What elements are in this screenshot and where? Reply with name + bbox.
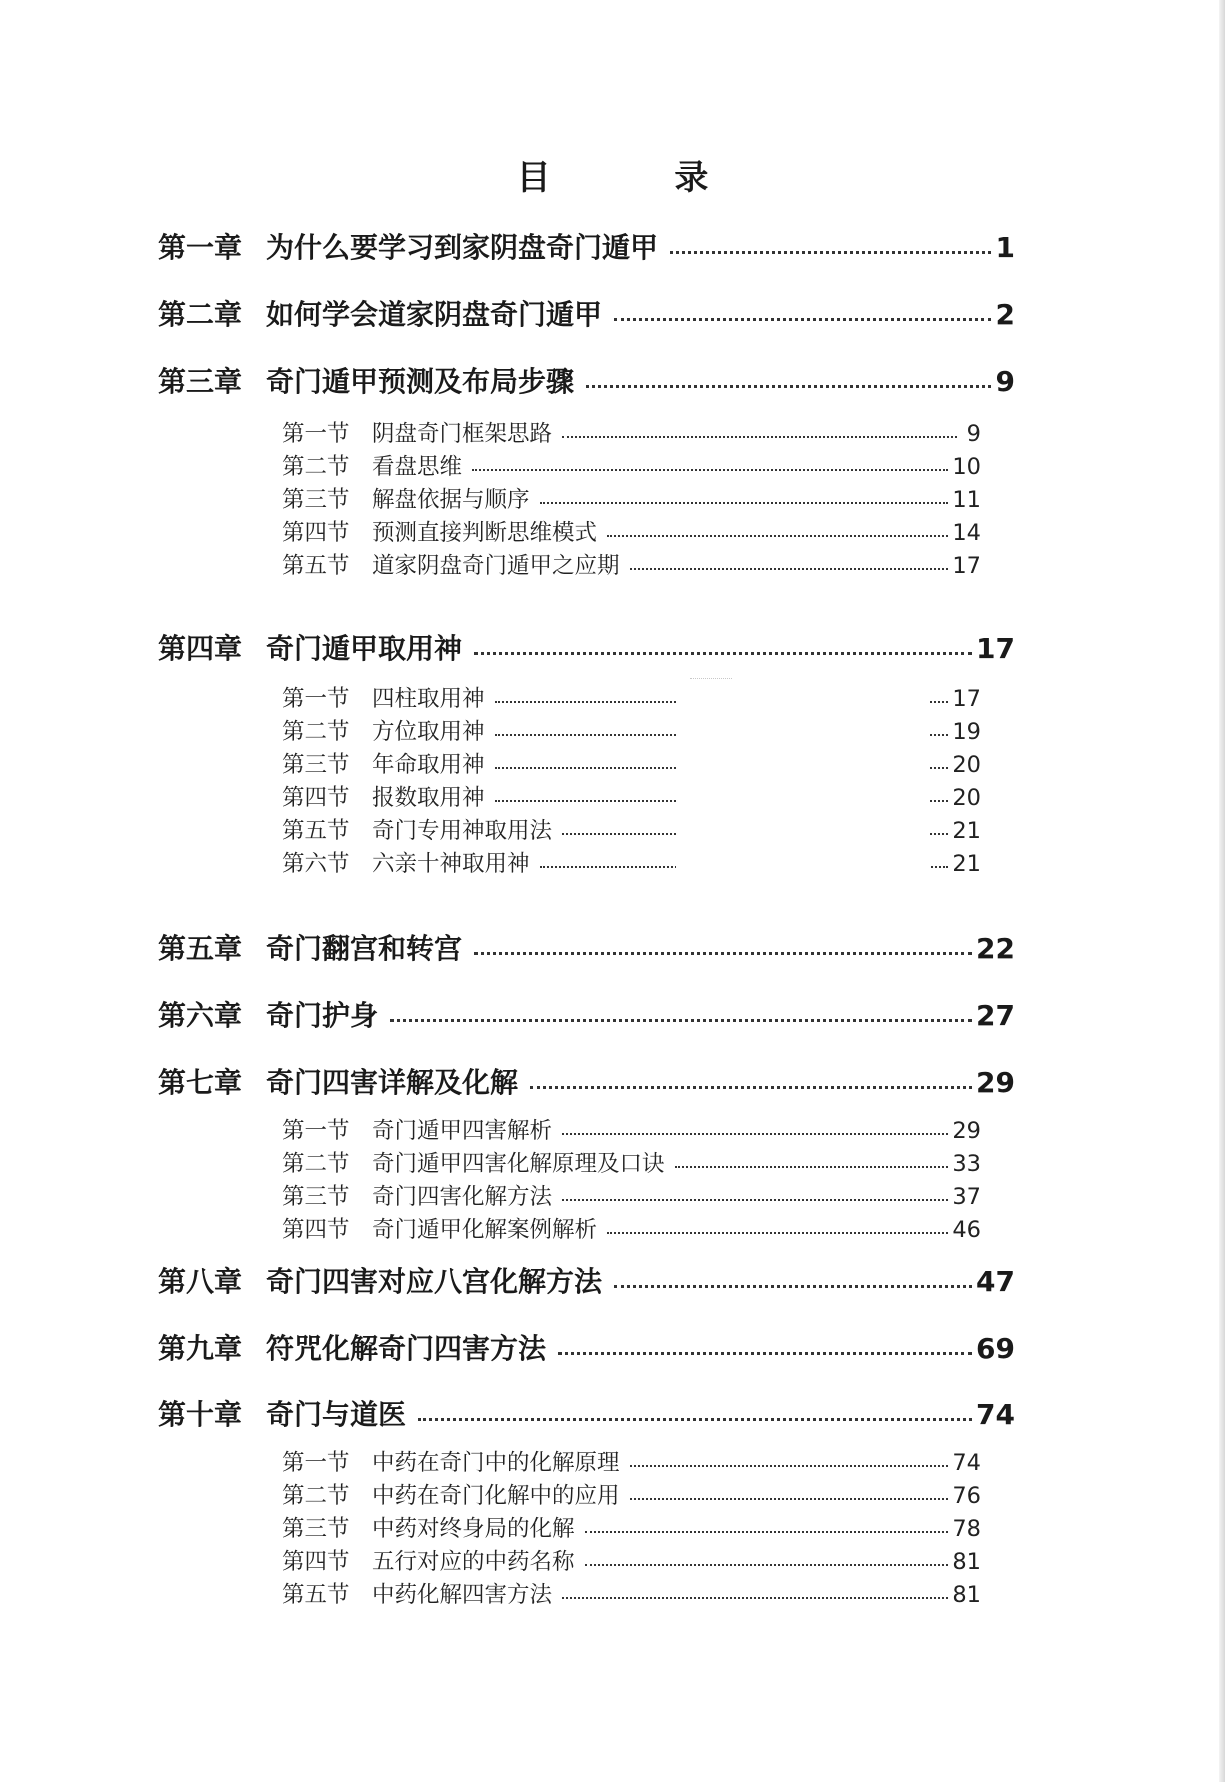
chapter-title: 如何学会道家阴盘奇门遁甲	[266, 298, 603, 331]
dot-leader	[530, 1086, 972, 1089]
section-number: 第二节	[282, 454, 350, 480]
toc-section-7-1[interactable]	[282, 1113, 981, 1143]
section-title: 奇门专用神取用法	[372, 818, 553, 844]
scan-blank-patch	[676, 668, 930, 876]
page-number: 21	[952, 818, 981, 844]
page-number: 17	[952, 686, 981, 712]
page-number: 33	[952, 1151, 981, 1177]
dot-leader	[630, 568, 949, 570]
chapter-number: 第四章	[158, 632, 243, 665]
page-number: 21	[952, 851, 981, 877]
section-title: 道家阴盘奇门遁甲之应期	[372, 553, 620, 579]
section-number: 第二节	[282, 719, 350, 745]
dot-leader	[562, 1597, 948, 1599]
page-number: 20	[952, 752, 981, 778]
toc-chapter-7[interactable]	[158, 1061, 1015, 1101]
page-number: 22	[976, 932, 1015, 965]
page-number: 69	[976, 1332, 1015, 1365]
chapter-title: 奇门护身	[266, 999, 379, 1032]
dot-leader	[614, 318, 991, 321]
dot-leader	[630, 1465, 949, 1467]
toc-section-3-5[interactable]	[282, 548, 981, 578]
section-title: 看盘思维	[372, 454, 463, 480]
chapter-title: 奇门遁甲预测及布局步骤	[266, 365, 575, 398]
section-title: 报数取用神	[372, 785, 485, 811]
chapter-number: 第五章	[158, 932, 243, 965]
page-number: 78	[952, 1516, 981, 1542]
page-number: 81	[952, 1582, 981, 1608]
page-title: 目 录	[516, 158, 765, 198]
page-number: 17	[952, 553, 981, 579]
toc-chapter-1[interactable]	[158, 226, 1015, 266]
toc-chapter-8[interactable]	[158, 1260, 1015, 1300]
chapter-number: 第三章	[158, 365, 243, 398]
toc-section-3-1[interactable]	[282, 416, 981, 446]
section-number: 第四节	[282, 520, 350, 546]
chapter-title: 奇门与道医	[266, 1398, 407, 1431]
chapter-number: 第十章	[158, 1398, 243, 1431]
section-number: 第三节	[282, 487, 350, 513]
section-number: 第一节	[282, 421, 350, 447]
chapter-number: 第七章	[158, 1066, 243, 1099]
section-title: 中药在奇门化解中的应用	[372, 1483, 620, 1509]
chapter-number: 第一章	[158, 231, 243, 264]
section-title: 五行对应的中药名称	[372, 1549, 575, 1575]
chapter-number: 第八章	[158, 1265, 243, 1298]
page-number: 11	[952, 487, 981, 513]
section-title: 奇门遁甲四害化解原理及口诀	[372, 1151, 665, 1177]
dot-leader	[670, 251, 991, 254]
chapter-title: 为什么要学习到家阴盘奇门遁甲	[266, 231, 659, 264]
dot-leader	[562, 1133, 948, 1135]
chapter-title: 奇门四害详解及化解	[266, 1066, 519, 1099]
dot-leader	[675, 1166, 949, 1168]
page-number: 27	[976, 999, 1015, 1032]
toc-chapter-3[interactable]	[158, 360, 1015, 400]
section-number: 第二节	[282, 1483, 350, 1509]
page-number: 29	[952, 1118, 981, 1144]
toc-chapter-9[interactable]	[158, 1327, 1015, 1367]
page-number: 46	[952, 1217, 981, 1243]
toc-chapter-5[interactable]	[158, 927, 1015, 967]
page-number: 19	[952, 719, 981, 745]
toc-section-3-2[interactable]	[282, 449, 981, 479]
page-number: 9	[995, 365, 1015, 398]
section-title: 预测直接判断思维模式	[372, 520, 598, 546]
section-title: 中药化解四害方法	[372, 1582, 553, 1608]
dot-leader	[586, 385, 991, 388]
page-number: 9	[966, 421, 981, 447]
section-title: 解盘依据与顺序	[372, 487, 530, 513]
section-number: 第五节	[282, 553, 350, 579]
chapter-number: 第九章	[158, 1332, 243, 1365]
toc-section-7-2[interactable]	[282, 1146, 981, 1176]
toc-section-10-3[interactable]	[282, 1511, 981, 1541]
section-number: 第三节	[282, 1184, 350, 1210]
section-title: 奇门四害化解方法	[372, 1184, 553, 1210]
section-title: 年命取用神	[372, 752, 485, 778]
dot-leader	[607, 535, 948, 537]
toc-section-7-3[interactable]	[282, 1179, 981, 1209]
page-number: 20	[952, 785, 981, 811]
page-number: 76	[952, 1483, 981, 1509]
section-number: 第二节	[282, 1151, 350, 1177]
toc-chapter-10[interactable]	[158, 1393, 1015, 1433]
chapter-title: 奇门翻宫和转宫	[266, 932, 463, 965]
section-number: 第三节	[282, 1516, 350, 1542]
page-number: 2	[995, 298, 1015, 331]
dot-leader	[390, 1019, 972, 1022]
page-number: 47	[976, 1265, 1015, 1298]
toc-section-3-4[interactable]	[282, 515, 981, 545]
page-number: 37	[952, 1184, 981, 1210]
section-number: 第一节	[282, 1450, 350, 1476]
dot-leader	[607, 1232, 948, 1234]
toc-section-10-4[interactable]	[282, 1544, 981, 1574]
section-title: 阴盘奇门框架思路	[372, 421, 553, 447]
dot-leader	[472, 469, 948, 471]
toc-section-7-4[interactable]	[282, 1212, 981, 1242]
toc-section-3-3[interactable]	[282, 482, 981, 512]
chapter-title: 奇门遁甲取用神	[266, 632, 463, 665]
page-number: 74	[976, 1398, 1015, 1431]
page-number: 17	[976, 632, 1015, 665]
toc-section-10-1[interactable]	[282, 1445, 981, 1475]
toc-chapter-2[interactable]	[158, 293, 1015, 333]
dot-leader	[585, 1531, 949, 1533]
dot-leader	[562, 436, 957, 438]
chapter-title: 奇门四害对应八宫化解方法	[266, 1265, 603, 1298]
page-number: 81	[952, 1549, 981, 1575]
section-title: 四柱取用神	[372, 686, 485, 712]
dot-leader	[614, 1285, 972, 1288]
toc-chapter-6[interactable]	[158, 994, 1015, 1034]
section-number: 第一节	[282, 1118, 350, 1144]
scan-faint-dots	[690, 672, 732, 679]
section-number: 第五节	[282, 1582, 350, 1608]
section-title: 奇门遁甲四害解析	[372, 1118, 553, 1144]
toc-section-10-5[interactable]	[282, 1577, 981, 1607]
page-number: 10	[952, 454, 981, 480]
dot-leader	[585, 1564, 949, 1566]
dot-leader	[540, 502, 949, 504]
dot-leader	[630, 1498, 949, 1500]
section-number: 第一节	[282, 686, 350, 712]
toc-chapter-4[interactable]	[158, 627, 1015, 667]
toc-section-10-2[interactable]	[282, 1478, 981, 1508]
section-number: 第四节	[282, 785, 350, 811]
section-title: 奇门遁甲化解案例解析	[372, 1217, 598, 1243]
dot-leader	[418, 1418, 972, 1421]
dot-leader	[558, 1352, 972, 1355]
dot-leader	[474, 652, 972, 655]
page-number: 29	[976, 1066, 1015, 1099]
section-title: 中药在奇门中的化解原理	[372, 1450, 620, 1476]
chapter-number: 第二章	[158, 298, 243, 331]
section-title: 方位取用神	[372, 719, 485, 745]
page-number: 1	[995, 231, 1015, 264]
section-number: 第三节	[282, 752, 350, 778]
section-number: 第六节	[282, 851, 350, 877]
dot-leader	[562, 1199, 948, 1201]
section-title: 中药对终身局的化解	[372, 1516, 575, 1542]
chapter-number: 第六章	[158, 999, 243, 1032]
section-number: 第四节	[282, 1549, 350, 1575]
page-number: 14	[952, 520, 981, 546]
section-number: 第五节	[282, 818, 350, 844]
section-number: 第四节	[282, 1217, 350, 1243]
dot-leader	[474, 952, 972, 955]
chapter-title: 符咒化解奇门四害方法	[266, 1332, 547, 1365]
section-title: 六亲十神取用神	[372, 851, 530, 877]
page-number: 74	[952, 1450, 981, 1476]
